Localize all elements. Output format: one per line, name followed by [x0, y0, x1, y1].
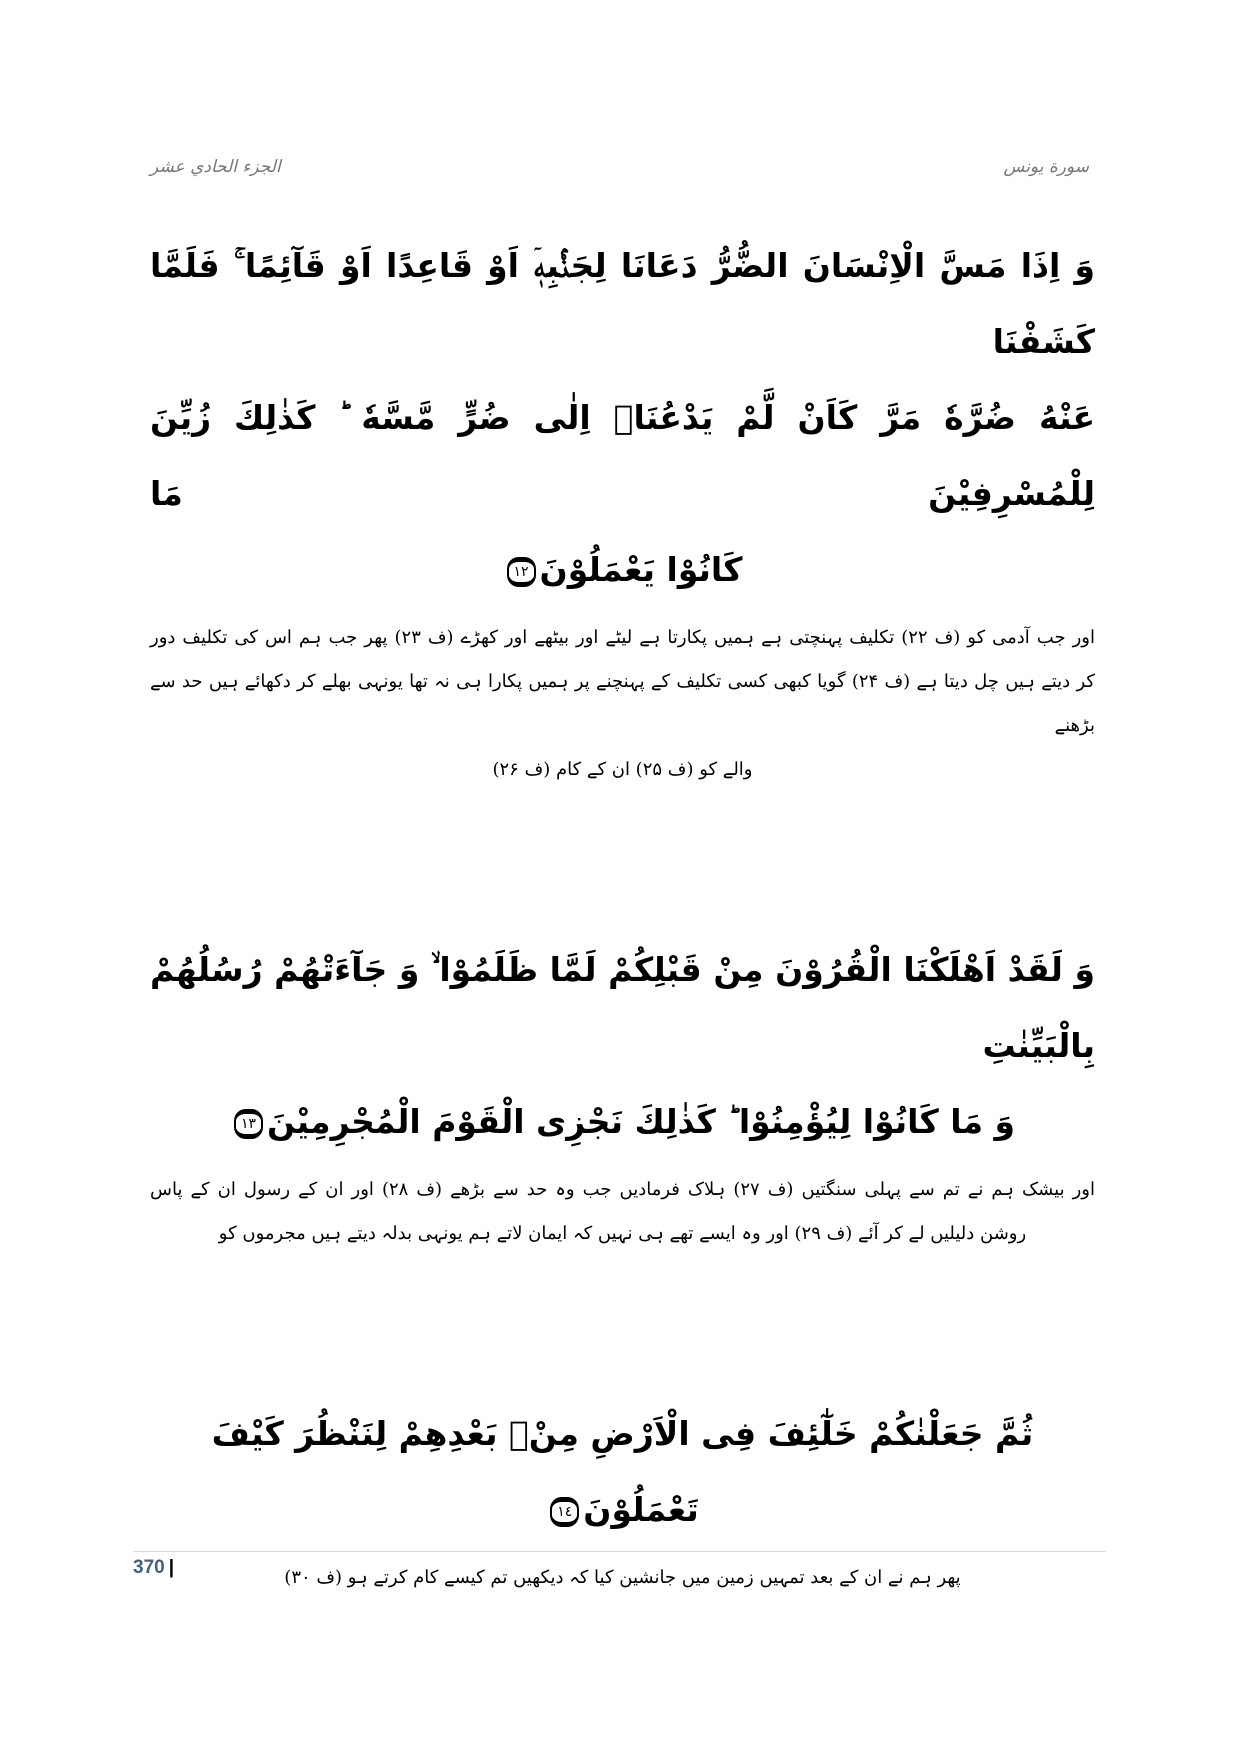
- verse-12-line-1: وَ اِذَا مَسَّ الْاِنْسَانَ الضُّرُّ دَعَانَا لِجَنْۢبِهٖۤ اَوْ قَاعِدًا اَوْ قَآئِمًا ۚ فَلَمَّا كَشَفْنَا: [150, 246, 1095, 361]
- verse-12-line-3-text: كَانُوْا يَعْمَلُوْنَ: [539, 550, 743, 589]
- translation-13-line-1: اور بیشک ہم نے تم سے پہلی سنگتیں (ف ۲۷) ہلاک فرمادیں جب وہ حد سے بڑھے (ف ۲۸) اور ان کے رسول ان کے پاس: [150, 1179, 1095, 1200]
- ayah-number-marker: ١٢: [507, 557, 536, 587]
- page-number-value: 370: [133, 1557, 165, 1578]
- footer-divider: [133, 1551, 1106, 1552]
- verse-13-line-2-text: وَ مَا كَانُوْا لِيُؤْمِنُوْا ؕ كَذٰلِكَ نَجْزِی الْقَوْمَ الْمُجْرِمِيْنَ: [266, 1102, 1016, 1141]
- juz-header: الجزء الحادي عشر: [150, 157, 281, 177]
- verse-13-section: [150, 932, 1095, 1256]
- translation-12-line-3: والے کو (ف ۲۵) ان کے کام (ف ۲۶): [492, 759, 753, 780]
- verse-13-line-1: وَ لَقَدْ اَهْلَكْنَا الْقُرُوْنَ مِنْ قَبْلِكُمْ لَمَّا ظَلَمُوْا ۙ وَ جَآءَتْهُمْ رُسُلُهُمْ بِالْبَيِّنٰتِ: [150, 950, 1095, 1065]
- translation-14-line-1: پھر ہم نے ان کے بعد تمہیں زمین میں جانشین کیا کہ دیکھیں تم کیسے کام کرتے ہو (ف ۳۰): [284, 1567, 961, 1588]
- translation-12-line-1: اور جب آدمی کو (ف ۲۲) تکلیف پہنچتی ہے ہمیں پکارتا ہے لیٹے اور بیٹھے اور کھڑے (ف ۲۳) پھر جب ہم اس کی تکلیف دور: [150, 627, 1096, 648]
- page-number-separator: |: [168, 1557, 175, 1578]
- verse-13-line-2: [150, 1084, 1095, 1160]
- translation-12: [150, 616, 1095, 792]
- verse-12-line-3: [150, 532, 1095, 608]
- verse-12-line-2: عَنْهُ ضُرَّهٗ مَرَّ كَاَنْ لَّمْ يَدْعُنَاۤ اِلٰى ضُرٍّ مَّسَّهٗ ؕ كَذٰلِكَ زُيِّنَ لِلْمُسْرِفِيْنَ مَا: [150, 398, 1095, 513]
- page-content: [150, 228, 1095, 1600]
- verse-14-line-1-text: ثُمَّ جَعَلْنٰكُمْ خَلٰٓئِفَ فِی الْاَرْضِ مِنْۢ بَعْدِهِمْ لِنَنْظُرَ كَيْفَ تَعْمَلُوْنَ: [211, 1414, 1034, 1529]
- ayah-number-marker: ١٤: [550, 1497, 579, 1527]
- translation-13-line-2: روشن دلیلیں لے کر آئے (ف ۲۹) اور وہ ایسے تھے ہی نہیں کہ ایمان لاتے ہم یونہی بدلہ دیتے ہیں مجرموں کو: [218, 1223, 1027, 1244]
- page-number: [133, 1556, 174, 1580]
- ayah-number-marker: ١٣: [234, 1109, 263, 1139]
- verse-14-section: [150, 1396, 1095, 1600]
- translation-13: [150, 1168, 1095, 1256]
- translation-14: [150, 1556, 1095, 1600]
- translation-12-line-2: کر دیتے ہیں چل دیتا ہے (ف ۲۴) گویا کبھی کسی تکلیف کے پہنچنے پر ہمیں پکارا ہی نہ تھا یونہی بھلے کر دکھائے ہیں حد سے بڑھنے: [150, 671, 1096, 736]
- verse-12-section: [150, 228, 1095, 792]
- surah-header: سورة يونس: [1003, 157, 1089, 177]
- verse-14-line-1: [150, 1396, 1095, 1548]
